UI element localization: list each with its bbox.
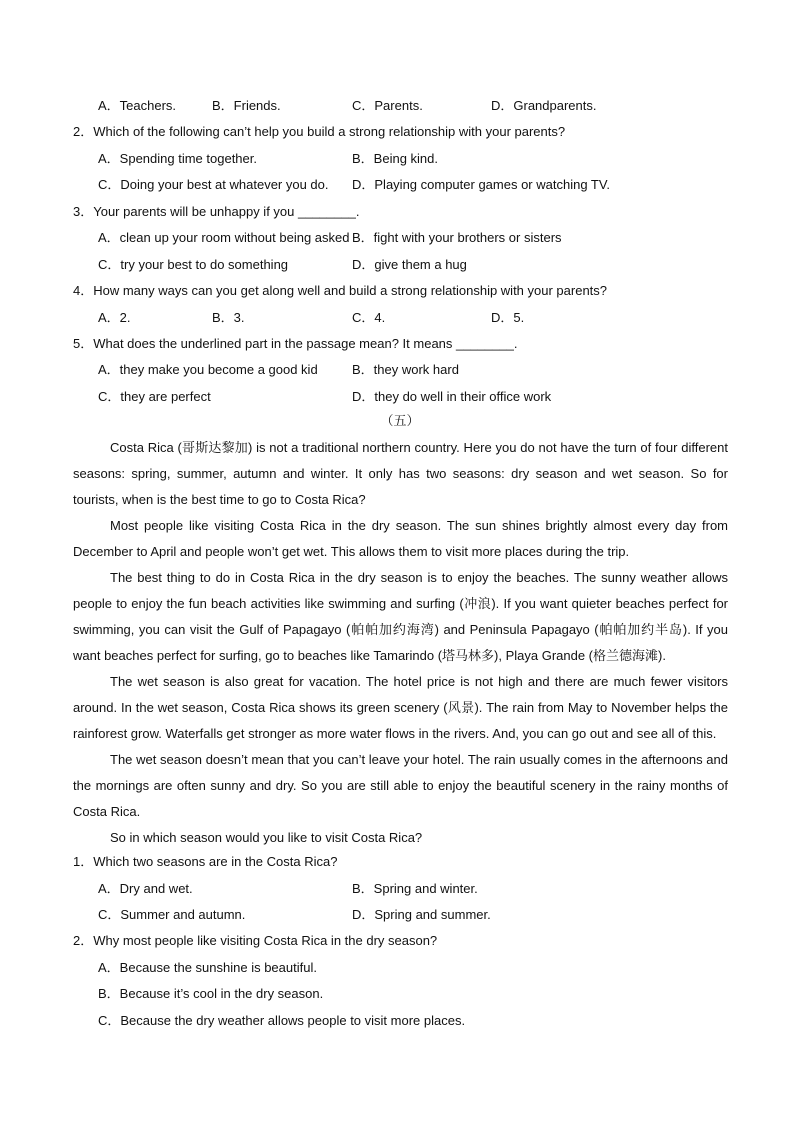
q1-option-b: B．Friends. — [212, 98, 281, 113]
passage-paragraph-2-text: Most people like visiting Costa Rica in the dry season. The sun shines brightly almost every day from December to April and people won’t get wet. This allows them to visit more places during the trip. — [73, 518, 728, 559]
passage-paragraph-2 — [73, 513, 728, 565]
s5-q2-option-c: C．Because the dry weather allows people to visit more places. — [98, 1013, 466, 1028]
q3-option-c: C．try your best to do something — [98, 257, 289, 272]
q4-option-b: B．3. — [212, 310, 245, 325]
q4-option-a: A．2. — [98, 310, 131, 325]
q4-option-d: D．5. — [491, 310, 525, 325]
q2-option-b: B．Being kind. — [352, 151, 438, 166]
passage-paragraph-5-text: The wet season doesn’t mean that you can’t leave your hotel. The rain usually comes in the afternoons and the mornings are often sunny and dry. So you are still able to enjoy the beautiful scenery in the rainy months of Costa Rica. — [73, 752, 728, 819]
passage-paragraph-3 — [73, 565, 728, 669]
q1-option-a: A．Teachers. — [98, 98, 177, 113]
passage-paragraph-5 — [73, 747, 728, 825]
s5-q1-option-b: B．Spring and winter. — [352, 881, 478, 896]
q5-option-a: A．they make you become a good kid — [98, 362, 318, 377]
q3-option-d: D．give them a hug — [352, 257, 467, 272]
q5-option-d: D．they do well in their office work — [352, 389, 552, 404]
passage-paragraph-6 — [73, 825, 728, 851]
passage-paragraph-1 — [73, 435, 728, 513]
passage-paragraph-4 — [73, 669, 728, 747]
q5-option-c: C．they are perfect — [98, 389, 211, 404]
passage-paragraph-4-text: The wet season is also great for vacation. The hotel price is not high and there are much fewer visitors around. In the wet season, Costa Rica shows its green scenery (风景). The rain from May to November helps the rainforest grow. Waterfalls get stronger as more water flows in the rivers. And, you can go out and see all of this. — [73, 674, 728, 741]
q3-option-a: A．clean up your room without being asked — [98, 230, 350, 245]
q3-stem: 3．Your parents will be unhappy if you ________. — [73, 204, 360, 219]
q1-option-c: C．Parents. — [352, 98, 423, 113]
section-title: （五） — [380, 414, 420, 429]
q2-option-d: D．Playing computer games or watching TV. — [352, 177, 610, 192]
passage-paragraph-6-text: So in which season would you like to visit Costa Rica? — [110, 830, 423, 845]
s5-q1-option-c: C．Summer and autumn. — [98, 907, 246, 922]
q2-stem: 2．Which of the following can’t help you build a strong relationship with your parents? — [73, 124, 566, 139]
s5-q1-option-a: A．Dry and wet. — [98, 881, 193, 896]
q4-option-c: C．4. — [352, 310, 386, 325]
q5-stem: 5．What does the underlined part in the passage mean? It means ________. — [73, 336, 518, 351]
s5-q1-option-d: D．Spring and summer. — [352, 907, 491, 922]
passage-paragraph-1-text: Costa Rica (哥斯达黎加) is not a traditional northern country. Here you do not have the turn of four different seasons: spring, summer, autumn and winter. It only has two seasons: dry season and wet season. So for tourists, when is the best time to go to Costa Rica? — [73, 440, 728, 507]
s5-q1-stem: 1．Which two seasons are in the Costa Rica? — [73, 854, 338, 869]
passage-paragraph-3-text: The best thing to do in Costa Rica in the dry season is to enjoy the beaches. The sunny weather allows people to enjoy the fun beach activities like swimming and surfing (冲浪). If you want quieter beaches perfect for swimming, you can visit the Gulf of Papagayo (帕帕加约海湾) and Peninsula Papagayo (帕帕加约半岛). If you want beaches perfect for surfing, go to beaches like Tamarindo (塔马林多), Playa Grande (格兰德海滩). — [73, 570, 728, 663]
s5-q2-option-a: A．Because the sunshine is beautiful. — [98, 960, 317, 975]
q4-stem: 4．How many ways can you get along well and build a strong relationship with your parents? — [73, 283, 608, 298]
q2-option-c: C．Doing your best at whatever you do. — [98, 177, 329, 192]
q1-option-d: D．Grandparents. — [491, 98, 597, 113]
q3-option-b: B．fight with your brothers or sisters — [352, 230, 562, 245]
s5-q2-option-b: B．Because it’s cool in the dry season. — [98, 986, 324, 1001]
q5-option-b: B．they work hard — [352, 362, 459, 377]
s5-q2-stem: 2．Why most people like visiting Costa Rica in the dry season? — [73, 933, 438, 948]
q2-option-a: A．Spending time together. — [98, 151, 257, 166]
